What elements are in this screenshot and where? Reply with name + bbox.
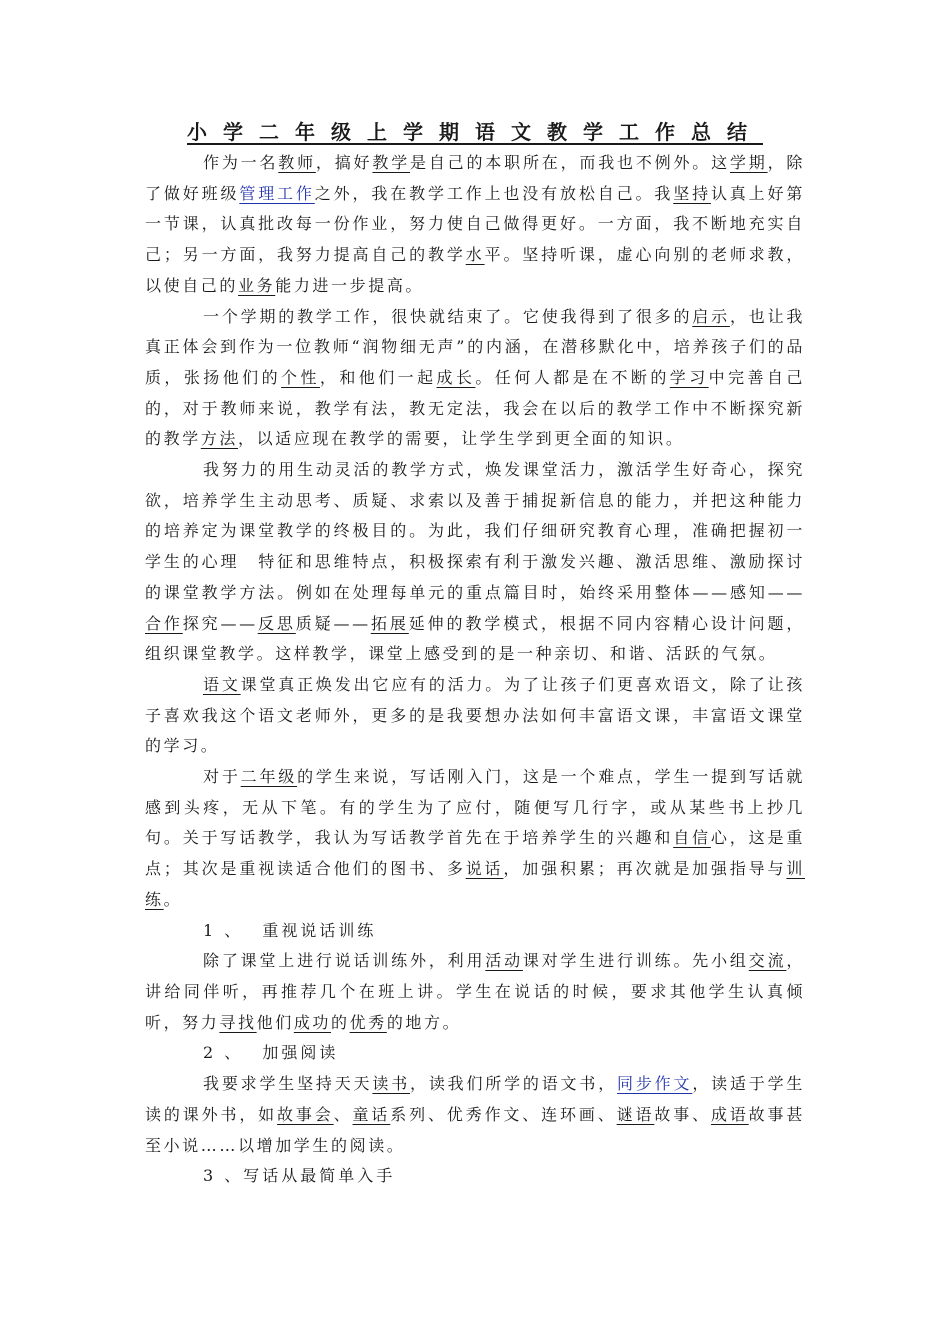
link-second-grade[interactable]: 二年级 xyxy=(240,767,298,787)
text: ——感知—— xyxy=(692,582,805,602)
link-activity[interactable]: 活动 xyxy=(485,951,523,971)
text: 的地方。 xyxy=(386,1012,462,1032)
text: 探究—— xyxy=(182,613,258,633)
text: 之外，我在教学工作上也没有放松自己。我 xyxy=(314,183,674,203)
text: 。 xyxy=(163,889,183,909)
document-title: 小学二年级上学期语文教学工作总结 xyxy=(187,120,763,144)
link-method[interactable]: 方法 xyxy=(200,429,239,449)
link-personality[interactable]: 个性 xyxy=(281,367,320,387)
text: ，也让我真正体会到作为一位教师“润物细无声”的内涵，在潜移默化中，培养孩子们的品质，张扬他们的 xyxy=(145,306,805,387)
link-synchronous-composition[interactable]: 同步作文 xyxy=(617,1074,693,1094)
link-reflection[interactable]: 反思 xyxy=(257,613,296,633)
section-heading-1: 1 、 重视说话训练 xyxy=(203,920,377,940)
text: 特征和思维特点，积极探索有利于激发兴趣、激活思维、激励探讨的课堂教学方法。例如在处理每单元的重点篇目时，始终采用整体 xyxy=(145,552,805,602)
link-excellent[interactable]: 优秀 xyxy=(349,1012,387,1032)
text: ，讲给同伴听，再推荐几个在班上讲。学生在说话的时候，要求其他学生认真倾听，努力 xyxy=(145,951,805,1032)
link-speaking[interactable]: 说话 xyxy=(465,859,504,879)
text: 、 xyxy=(333,1104,353,1124)
text: 能力进一步提高。 xyxy=(275,275,425,295)
link-study[interactable]: 学习 xyxy=(669,367,709,387)
paragraph-7 xyxy=(145,1069,805,1161)
text: ，除了做好班级 xyxy=(145,153,806,203)
text: ，搞好 xyxy=(315,153,373,172)
text: ，读我们所学的语文书， xyxy=(410,1074,618,1094)
paragraph-6 xyxy=(145,946,805,1038)
link-teaching[interactable]: 教学 xyxy=(372,153,411,172)
link-reading[interactable]: 读书 xyxy=(372,1074,411,1094)
text: 课对学生进行训练。先小组 xyxy=(522,951,749,971)
paragraph-5 xyxy=(145,762,805,916)
section-heading-3: 3 、写话从最简单入手 xyxy=(203,1166,396,1186)
text: 故事甚至小说……以增加学生的阅读。 xyxy=(145,1104,805,1155)
text: 中完善自己的，对于教师来说，教学有法，教无定法，我会在以后的教学工作中不断探究新的教学 xyxy=(145,367,805,449)
paragraph-3 xyxy=(145,455,805,670)
text: 我要求学生坚持天天 xyxy=(203,1074,373,1094)
text: 质疑—— xyxy=(295,613,371,633)
text: 是自己的本职所在，而我也不例外。这 xyxy=(410,153,730,172)
text: 我努力的用生动灵活的教学方式，焕发课堂活力，激活学生好奇心，探究欲，培养学生主动思考、质疑、求索以及善于捕捉新信息的能力，并把这种能力的培养定为课堂教学的终极目的。为此，我们仔细研究教育心理，准确把握初一学生的心理 xyxy=(145,460,805,572)
link-training[interactable]: 训练 xyxy=(145,859,805,909)
text: ，加强积累；再次就是加强指导与 xyxy=(503,859,787,879)
text: 平。坚持听课，虚心向别的老师求教，以使自己的 xyxy=(145,245,806,295)
text: ，和他们一起 xyxy=(319,367,437,387)
link-confidence[interactable]: 自信 xyxy=(673,828,711,848)
link-business[interactable]: 业务 xyxy=(238,275,276,295)
link-management-work[interactable]: 管理工作 xyxy=(239,183,315,203)
link-inspiration[interactable]: 启示 xyxy=(692,306,730,326)
text: 心，这是重点；其次是重视读适合他们的图书、多 xyxy=(145,828,805,879)
link-persist[interactable]: 坚持 xyxy=(673,183,711,203)
link-chinese[interactable]: 语文 xyxy=(203,674,241,694)
text: 他们 xyxy=(256,1012,294,1032)
text: 系列、优秀作文、连环画、 xyxy=(390,1104,617,1124)
link-semester[interactable]: 学期 xyxy=(729,153,768,172)
link-story-club[interactable]: 故事会 xyxy=(277,1104,334,1124)
text: 。任何人都是在不断的 xyxy=(475,367,670,387)
paragraph-1 xyxy=(145,148,805,302)
text: 的 xyxy=(331,1012,350,1032)
paragraph-4 xyxy=(145,670,805,762)
text: 作为一名 xyxy=(203,153,279,172)
link-level[interactable]: 水 xyxy=(465,245,485,265)
link-idiom[interactable]: 成语 xyxy=(710,1104,749,1124)
text: ，以适应现在教学的需要，让学生学到更全面的知识。 xyxy=(238,429,685,449)
text: 对于 xyxy=(203,767,241,787)
text: 的学生来说，写话刚入门，这是一个难点，学生一提到写话就感到头疼，无从下笔。有的学生为了应付，随便写几行字，或从某些书上抄几句。关于写话教学，我认为写话教学首先在于培养学生的兴趣和 xyxy=(145,767,805,848)
link-success[interactable]: 成功 xyxy=(293,1012,332,1032)
link-exchange[interactable]: 交流 xyxy=(748,951,787,971)
text: 一个学期的教学工作，很快就结束了。它使我得到了很多的 xyxy=(203,306,693,326)
section-heading-2: 2 、 加强阅读 xyxy=(203,1043,339,1063)
link-riddle[interactable]: 谜语 xyxy=(616,1104,655,1124)
link-expand[interactable]: 拓展 xyxy=(370,613,409,633)
link-growth[interactable]: 成长 xyxy=(436,367,476,387)
text: 故事、 xyxy=(654,1104,711,1124)
text: 延伸的教学模式，根据不同内容精心设计问题，组织课堂教学。这样教学，课堂上感受到的是一种亲切、和谐、活跃的气氛。 xyxy=(145,613,806,664)
text: ，读适于学生读的课外书，如 xyxy=(145,1074,806,1124)
text: 除了课堂上进行说话训练外，利用 xyxy=(203,951,486,971)
paragraph-2 xyxy=(145,302,805,456)
link-fairy-tale[interactable]: 童话 xyxy=(352,1104,391,1124)
text: 课堂真正焕发出它应有的活力。为了让孩子们更喜欢语文，除了让孩子喜欢我这个语文老师外，更多的是我要想办法如何丰富语文课，丰富语文课堂的学习。 xyxy=(145,674,805,756)
link-search[interactable]: 寻找 xyxy=(219,1012,257,1032)
link-cooperation[interactable]: 合作 xyxy=(145,613,183,633)
document-body xyxy=(145,148,805,1192)
text: 认真上好第一节课，认真批改每一份作业，努力使自己做得更好。一方面，我不断地充实自己；另一方面，我努力提高自己的教学 xyxy=(145,183,805,265)
link-teacher[interactable]: 教师 xyxy=(278,153,316,172)
